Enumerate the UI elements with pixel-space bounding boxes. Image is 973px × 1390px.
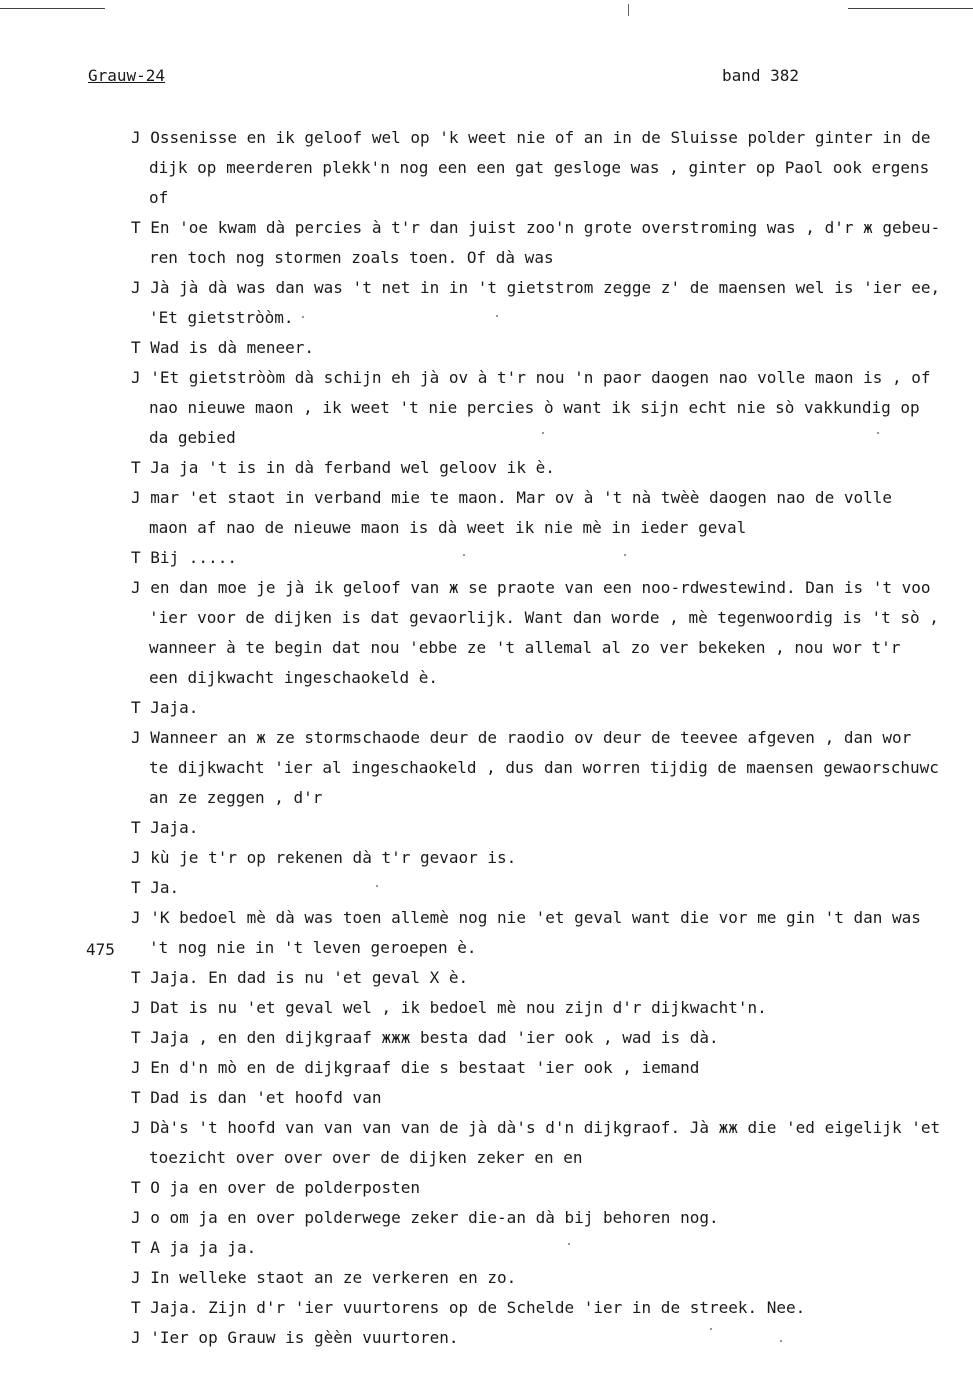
- transcript-line: T Jaja , en den dijkgraaf жжж besta dad 'ier ook , wad is dà.: [131, 1028, 719, 1047]
- transcript-line: ren toch nog stormen zoals toen. Of dà was: [149, 248, 554, 267]
- transcript-line: J 'Ier op Grauw is gèèn vuurtoren.: [131, 1328, 459, 1347]
- transcript-line: te dijkwacht 'ier al ingeschaokeld , dus dan worren tijdig de maensen gewaorschuwc: [149, 758, 939, 777]
- transcript-line: T O ja en over de polderposten: [131, 1178, 420, 1197]
- transcript-line: da gebied: [149, 428, 236, 447]
- transcript-line: dijk op meerderen plekk'n nog een een gat gesloge was , ginter op Paol ook ergens: [149, 158, 930, 177]
- transcript-line: J o om ja en over polderwege zeker die-an dà bij behoren nog.: [131, 1208, 719, 1227]
- transcript-line: T Dad is dan 'et hoofd van: [131, 1088, 382, 1107]
- transcript-line: of: [149, 188, 169, 207]
- scan-speck: [877, 432, 879, 434]
- band-number: band 382: [722, 66, 800, 85]
- transcript-line: T Jaja.: [131, 818, 199, 837]
- transcript-line: T A ja ja ja.: [131, 1238, 257, 1257]
- transcript-line: J 'Et gietstròòm dà schijn eh jà ov à t'r nou 'n paor daogen nao volle maon is , of: [131, 368, 931, 387]
- transcript-line: J Dà's 't hoofd van van van van de jà dà's d'n dijkgraof. Jà жж die 'ed eigelijk 'et: [131, 1118, 941, 1137]
- transcript-line: T Bij .....: [131, 548, 237, 567]
- transcript-line: wanneer à te begin dat nou 'ebbe ze 't allemal al zo ver bekeken , nou wor t'r: [149, 638, 901, 657]
- transcript-line: J Ossenisse en ik geloof wel op 'k weet nie of an in de Sluisse polder ginter in de: [131, 128, 931, 147]
- transcript-line: 'ier voor de dijken is dat gevaorlijk. Want dan worde , mè tegenwoordig is 't sò ,: [149, 608, 939, 627]
- scan-speck: [710, 1328, 712, 1330]
- transcript-line: J Wanneer an ж ze stormschaode deur de raodio ov deur de teevee afgeven , dan wor: [131, 728, 912, 747]
- transcript-line: T Ja ja 't is in dà ferband wel geloov ik è.: [131, 458, 555, 477]
- transcript-line: an ze zeggen , d'r: [149, 788, 323, 807]
- transcript-line: 't nog nie in 't leven geroepen è.: [149, 938, 477, 957]
- transcript-line: J mar 'et staot in verband mie te maon. Mar ov à 't nà twèè daogen nao de volle: [131, 488, 892, 507]
- transcript-line: T Wad is dà meneer.: [131, 338, 315, 357]
- transcript-line: J Dat is nu 'et geval wel , ik bedoel mè nou zijn d'r dijkwacht'n.: [131, 998, 767, 1017]
- scan-speck: [376, 885, 378, 887]
- top-tick-mark: [628, 4, 629, 16]
- transcript-line: T Jaja. En dad is nu 'et geval X è.: [131, 968, 469, 987]
- document-code: Grauw-24: [88, 66, 166, 85]
- margin-line-number: 475: [86, 940, 115, 959]
- scan-speck: [463, 554, 465, 556]
- scan-speck: [780, 1340, 782, 1342]
- scan-speck: [302, 316, 304, 318]
- scan-speck: [624, 554, 626, 556]
- transcript-line: 'Et gietstròòm.: [149, 308, 294, 327]
- transcript-line: J En d'n mò en de dijkgraaf die s bestaat 'ier ook , iemand: [131, 1058, 700, 1077]
- transcript-line: J In welleke staot an ze verkeren en zo.: [131, 1268, 517, 1287]
- transcript-line: J Jà jà dà was dan was 't net in in 't gietstrom zegge z' de maensen wel is 'ier ee,: [131, 278, 941, 297]
- transcript-line: T En 'oe kwam dà percies à t'r dan juist zoo'n grote overstroming was , d'r ж gebeu-: [131, 218, 941, 237]
- scan-speck: [568, 1243, 570, 1245]
- transcript-line: J en dan moe je jà ik geloof van ж se praote van een noo-rdwestewind. Dan is 't voo: [131, 578, 931, 597]
- transcript-line: maon af nao de nieuwe maon is dà weet ik nie mè in ieder geval: [149, 518, 747, 537]
- transcript-line: nao nieuwe maon , ik weet 't nie percies ò want ik sijn echt nie sò vakkundig op: [149, 398, 920, 417]
- transcript-line: T Ja.: [131, 878, 180, 897]
- scan-speck: [542, 432, 544, 434]
- transcript-line: J kù je t'r op rekenen dà t'r gevaor is.: [131, 848, 517, 867]
- top-rule-left: [0, 8, 105, 9]
- transcript-line: een dijkwacht ingeschaokeld è.: [149, 668, 438, 687]
- top-rule-right: [848, 8, 973, 9]
- transcript-line: toezicht over over over de dijken zeker en en: [149, 1148, 583, 1167]
- scan-speck: [496, 315, 498, 317]
- transcript-line: J 'K bedoel mè dà was toen allemè nog nie 'et geval want die vor me gin 't dan was: [131, 908, 921, 927]
- transcript-line: T Jaja.: [131, 698, 199, 717]
- transcript-line: T Jaja. Zijn d'r 'ier vuurtorens op de Schelde 'ier in de streek. Nee.: [131, 1298, 806, 1317]
